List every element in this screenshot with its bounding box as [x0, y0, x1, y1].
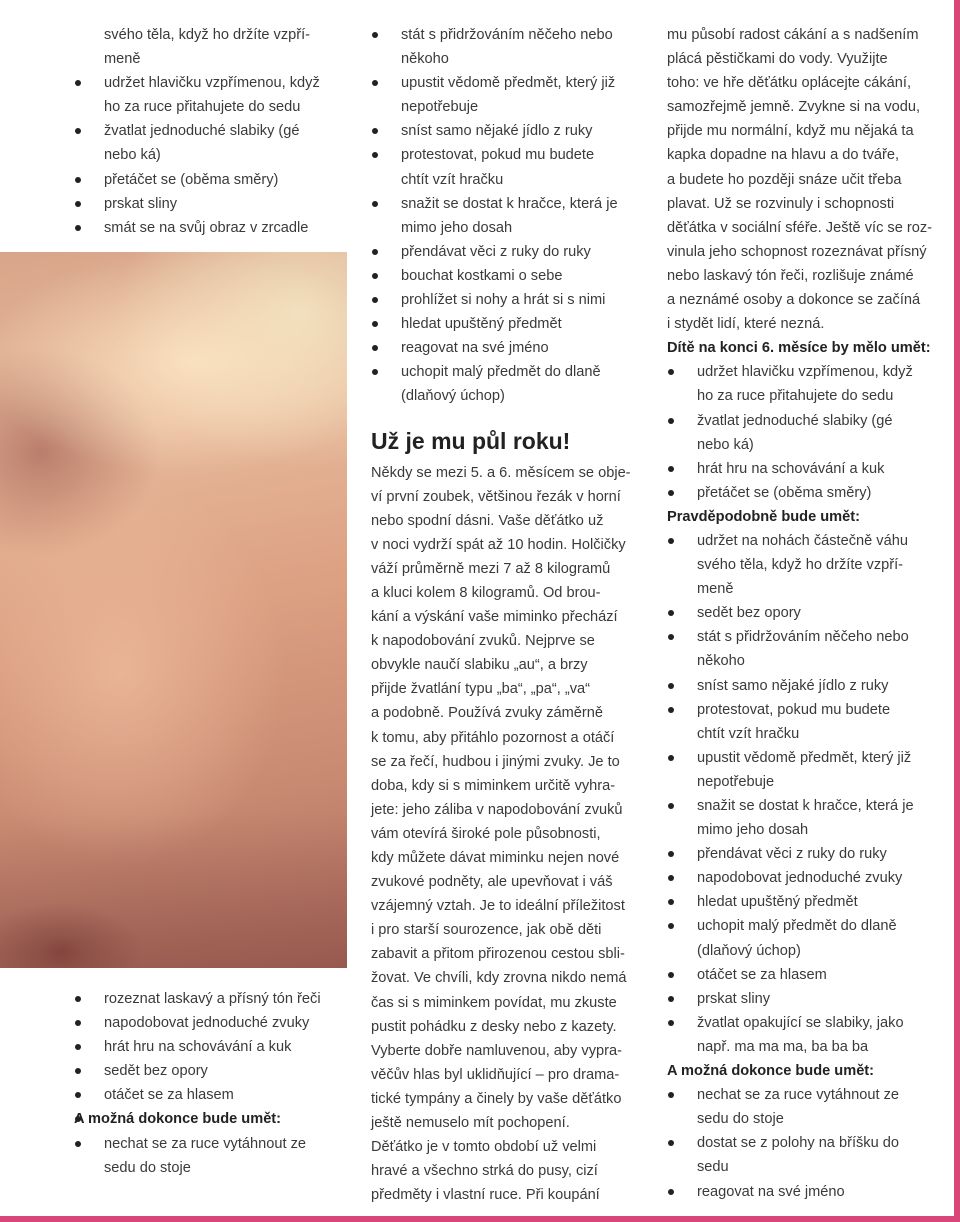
paragraph-line: i pro starší sourozence, jak obě děti	[371, 922, 602, 939]
baby-skin-photo	[0, 252, 347, 968]
list-item	[371, 143, 651, 191]
list-item	[74, 987, 354, 1011]
list-item-line: někoho	[697, 653, 745, 670]
paragraph-line: tické tympány a činely by vaše děťátko	[371, 1090, 622, 1107]
list-item-line: ho za ruce přitahujete do sedu	[104, 99, 301, 116]
list-item	[667, 963, 952, 987]
list-item-line: otáčet se za hlasem	[697, 966, 827, 983]
list-item	[667, 674, 952, 698]
list-item-line: napodobovat jednoduché zvuky	[104, 1015, 310, 1032]
list-item	[74, 1059, 354, 1083]
section-subheading: Pravděpodobně bude umět:	[667, 508, 860, 525]
paragraph-line: kdy můžete dávat miminku nejen nové	[371, 850, 620, 866]
paragraph-line: toho: ve hře děťátku oplácejte cákání,	[667, 75, 911, 92]
paragraph-line: Někdy se mezi 5. a 6. měsícem se obje-	[371, 464, 631, 481]
list-item	[667, 1011, 952, 1059]
paragraph-line: zabavit a přitom přirozenou cestou sbli-	[371, 946, 625, 963]
list-item-line: přetáčet se (oběma směry)	[104, 171, 279, 188]
paragraph-line: Vyberte dobře namluvenou, aby vypra-	[371, 1042, 622, 1059]
list-item-line: udržet hlavičku vzpřímenou, když	[697, 364, 913, 381]
list-item-line: nebo ká)	[697, 436, 754, 453]
paragraph-line: vinula jeho schopnost rozeznávat přísný	[667, 243, 927, 260]
list-item-line: nechat se za ruce vytáhnout ze	[104, 1135, 307, 1152]
list-item-line: snažit se dostat k hračce, která je	[401, 195, 618, 212]
paragraph-line: a neznámé osoby a dokonce se začíná	[667, 292, 921, 309]
list-item-line: stát s přidržováním něčeho nebo	[401, 27, 613, 43]
list-item-line: sedu	[697, 1159, 729, 1176]
list-item-line: prskat sliny	[697, 990, 770, 1007]
list-item	[371, 240, 651, 264]
list-item	[74, 119, 354, 167]
list-item-line: sníst samo nějaké jídlo z ruky	[401, 123, 593, 140]
list-item	[371, 336, 651, 360]
list-item-line: protestovat, pokud mu budete	[401, 147, 595, 164]
list-item-line: napodobovat jednoduché zvuky	[697, 870, 903, 887]
column-1-bottom	[74, 987, 354, 1180]
list-item-line: sedu do stoje	[104, 1159, 191, 1176]
paragraph-line: přijde žvatlání typu „ba“, „pa“, „va“	[371, 681, 590, 698]
paragraph-line: váží průměrně mezi 7 až 8 kilogramů	[371, 560, 611, 577]
paragraph-line: k tomu, aby přitáhlo pozornost a otáčí	[371, 729, 615, 746]
paragraph-line: mu působí radost cákání a s nadšením	[667, 27, 919, 43]
list-item-line: svého těla, když ho držíte vzpří-	[104, 27, 311, 43]
list-item	[371, 288, 651, 312]
list-item	[74, 71, 354, 119]
list-item-line: hrát hru na schovávání a kuk	[697, 460, 885, 477]
section-subheading: A možná dokonce bude umět:	[74, 1111, 282, 1128]
list-item-line: přetáčet se (oběma směry)	[697, 484, 872, 501]
list-item-line: chtít vzít hračku	[697, 725, 800, 742]
list-item-line: smát se na svůj obraz v zrcadle	[104, 219, 309, 236]
list-item-line: sníst samo nějaké jídlo z ruky	[697, 677, 889, 694]
list-item	[667, 987, 952, 1011]
list-item-line: žvatlat jednoduché slabiky (gé	[697, 412, 893, 429]
list-item-line: hrát hru na schovávání a kuk	[104, 1039, 292, 1056]
paragraph-line: ví první zoubek, většinou řezák v horní	[371, 488, 621, 505]
section-subheading: A možná dokonce bude umět:	[667, 1063, 875, 1080]
paragraph-line: samozřejmě jemně. Zvykne si na vodu,	[667, 99, 921, 116]
list-item	[667, 625, 952, 673]
list-item	[667, 529, 952, 601]
paragraph-line: hravé a všechno strká do pusy, cizí	[371, 1163, 598, 1180]
list-item-line: mimo jeho dosah	[401, 219, 513, 236]
list-item	[667, 409, 952, 457]
paragraph-line: jete: jeho záliba v napodobování zvuků	[371, 801, 623, 818]
paragraph-line: čas si s miminkem povídat, mu zkuste	[371, 994, 617, 1011]
list-item	[667, 1180, 952, 1204]
list-item-line: (dlaňový úchop)	[401, 388, 505, 405]
bullet-list	[74, 71, 354, 240]
list-item-line: např. ma ma ma, ba ba ba	[697, 1038, 869, 1055]
list-item-line: snažit se dostat k hračce, která je	[697, 798, 914, 814]
list-item-line: meně	[697, 581, 734, 598]
list-item	[371, 312, 651, 336]
list-item	[371, 119, 651, 143]
column-2	[371, 23, 651, 1207]
list-item	[371, 71, 651, 119]
paragraph-line: vzájemný vztah. Je to ideální příležitost	[371, 898, 625, 915]
paragraph-line: žovat. Ve chvíli, kdy zrovna nikdo nemá	[371, 970, 627, 987]
section-subheading: Dítě na konci 6. měsíce by mělo umět:	[667, 340, 931, 357]
list-item	[667, 842, 952, 866]
paragraph-line: kapka dopadne na hlavu a do tváře,	[667, 147, 900, 164]
continued-item	[74, 23, 354, 71]
paragraph-line: plavat. Už se rozvinuly i schopnosti	[667, 195, 895, 212]
list-item	[667, 866, 952, 890]
paragraph-line: vám otevírá široké pole působnosti,	[371, 825, 601, 842]
list-item	[371, 264, 651, 288]
list-item-line: žvatlat opakující se slabiky, jako	[697, 1014, 904, 1031]
list-item-line: nechat se za ruce vytáhnout ze	[697, 1087, 900, 1104]
list-item-line: mimo jeho dosah	[697, 822, 809, 839]
paragraph-line: děťátka v sociální sféře. Ještě víc se roz-	[667, 219, 933, 236]
list-item-line: uchopit malý předmět do dlaně	[697, 918, 897, 935]
list-item	[74, 192, 354, 216]
paragraph-line: k napodobování zvuků. Nejprve se	[371, 633, 595, 650]
list-item	[74, 1035, 354, 1059]
paragraph-line: doba, kdy si s miminkem určitě vyhra-	[371, 777, 616, 794]
list-item-line: sedět bez opory	[697, 605, 801, 622]
list-item-line: bouchat kostkami o sebe	[401, 267, 563, 284]
list-item-line: otáčet se za hlasem	[104, 1087, 234, 1104]
list-item	[74, 216, 354, 240]
paragraph-line: se za řečí, hudbou i jinými zvuky. Je to	[371, 753, 620, 770]
list-item-line: upustit vědomě předmět, který již	[401, 75, 616, 92]
list-item-line: (dlaňový úchop)	[697, 942, 801, 959]
list-item-line: dostat se z polohy na bříšku do	[697, 1135, 900, 1152]
list-item-line: uchopit malý předmět do dlaně	[401, 364, 601, 381]
body-paragraph	[371, 461, 651, 1208]
bullet-list	[667, 1083, 952, 1203]
paragraph-line: přijde mu normální, když mu nějaká ta	[667, 123, 914, 140]
paragraph-line: nebo spodní dásni. Vaše děťátko už	[371, 512, 604, 529]
paragraph-line: věčův hlas byl uklidňující – pro drama-	[371, 1066, 620, 1083]
list-item-line: hledat upuštěný předmět	[401, 316, 562, 333]
list-item	[74, 168, 354, 192]
list-item	[371, 23, 651, 71]
paragraph-line: plácá pěstičkami do vody. Využijte	[667, 51, 888, 68]
list-item-line: stát s přidržováním něčeho nebo	[697, 629, 909, 646]
list-item	[667, 746, 952, 794]
paragraph-line: a kluci kolem 8 kilogramů. Od brou-	[371, 584, 601, 601]
bullet-list	[667, 360, 952, 505]
list-item	[667, 914, 952, 962]
paragraph-line: kání a výskání vaše miminko přechází	[371, 609, 618, 626]
list-item-line: nebo ká)	[104, 147, 161, 164]
list-item-line: přendávat věci z ruky do ruky	[697, 846, 887, 863]
list-item-line: udržet na nohách částečně váhu	[697, 532, 908, 549]
list-item	[74, 1083, 354, 1107]
list-item-line: prohlížet si nohy a hrát si s nimi	[401, 292, 606, 309]
list-item-line: rozeznat laskavý a přísný tón řeči	[104, 991, 321, 1007]
column-1-top	[74, 23, 354, 240]
list-item	[371, 192, 651, 240]
list-item-line: ho za ruce přitahujete do sedu	[697, 388, 894, 405]
list-item-line: žvatlat jednoduché slabiky (gé	[104, 123, 300, 140]
list-item-line: sedu do stoje	[697, 1111, 784, 1128]
list-item	[74, 1011, 354, 1035]
bullet-list	[667, 529, 952, 1059]
bullet-list	[74, 987, 354, 1107]
list-item-line: nepotřebuje	[401, 99, 479, 116]
list-item	[667, 890, 952, 914]
section-heading: Už je mu půl roku!	[371, 427, 571, 454]
list-item-line: upustit vědomě předmět, který již	[697, 749, 912, 766]
paragraph-line: obvykle naučí slabiku „au“, a brzy	[371, 657, 588, 674]
column-3	[667, 23, 952, 1204]
list-item	[667, 360, 952, 408]
list-item-line: meně	[104, 51, 141, 68]
list-item	[667, 1131, 952, 1179]
bullet-list	[74, 1132, 354, 1180]
paragraph-line: v noci vydrží spát až 10 hodin. Holčičky	[371, 536, 626, 553]
paragraph-line: i stydět lidí, které nezná.	[667, 316, 825, 333]
list-item	[667, 698, 952, 746]
paragraph-line: Děťátko je v tomto období už velmi	[371, 1139, 597, 1156]
list-item-line: chtít vzít hračku	[401, 171, 504, 188]
list-item	[667, 1083, 952, 1131]
paragraph-line: zvukové podněty, ale upevňovat i váš	[371, 874, 613, 891]
paragraph-line: nebo laskavý tón řeči, rozlišuje známé	[667, 267, 914, 284]
list-item-line: někoho	[401, 51, 449, 68]
list-item	[371, 360, 651, 408]
list-item-line: hledat upuštěný předmět	[697, 894, 858, 911]
paragraph-line: předměty i vlastní ruce. Při koupání	[371, 1187, 600, 1204]
list-item	[74, 1132, 354, 1180]
paragraph-line: pustit pohádku z desky nebo z kazety.	[371, 1018, 617, 1035]
list-item	[667, 794, 952, 842]
body-paragraph	[667, 23, 952, 336]
list-item	[667, 457, 952, 481]
list-item	[667, 481, 952, 505]
list-item-line: nepotřebuje	[697, 773, 775, 790]
list-item-line: reagovat na své jméno	[697, 1183, 845, 1200]
list-item	[667, 601, 952, 625]
paragraph-line: a budete ho později snáze učit třeba	[667, 171, 902, 188]
list-item-line: protestovat, pokud mu budete	[697, 701, 891, 718]
list-item-line: přendávat věci z ruky do ruky	[401, 243, 591, 260]
paragraph-line: ještě nemuselo mít pochopení.	[371, 1115, 570, 1132]
list-item-line: reagovat na své jméno	[401, 340, 549, 357]
paragraph-line: a podobně. Používá zvuky záměrně	[371, 705, 604, 722]
list-item-line: sedět bez opory	[104, 1063, 208, 1080]
list-item-line: prskat sliny	[104, 195, 177, 212]
list-item-line: udržet hlavičku vzpřímenou, když	[104, 75, 320, 92]
list-item-line: svého těla, když ho držíte vzpří-	[697, 557, 904, 574]
bullet-list	[371, 23, 651, 409]
